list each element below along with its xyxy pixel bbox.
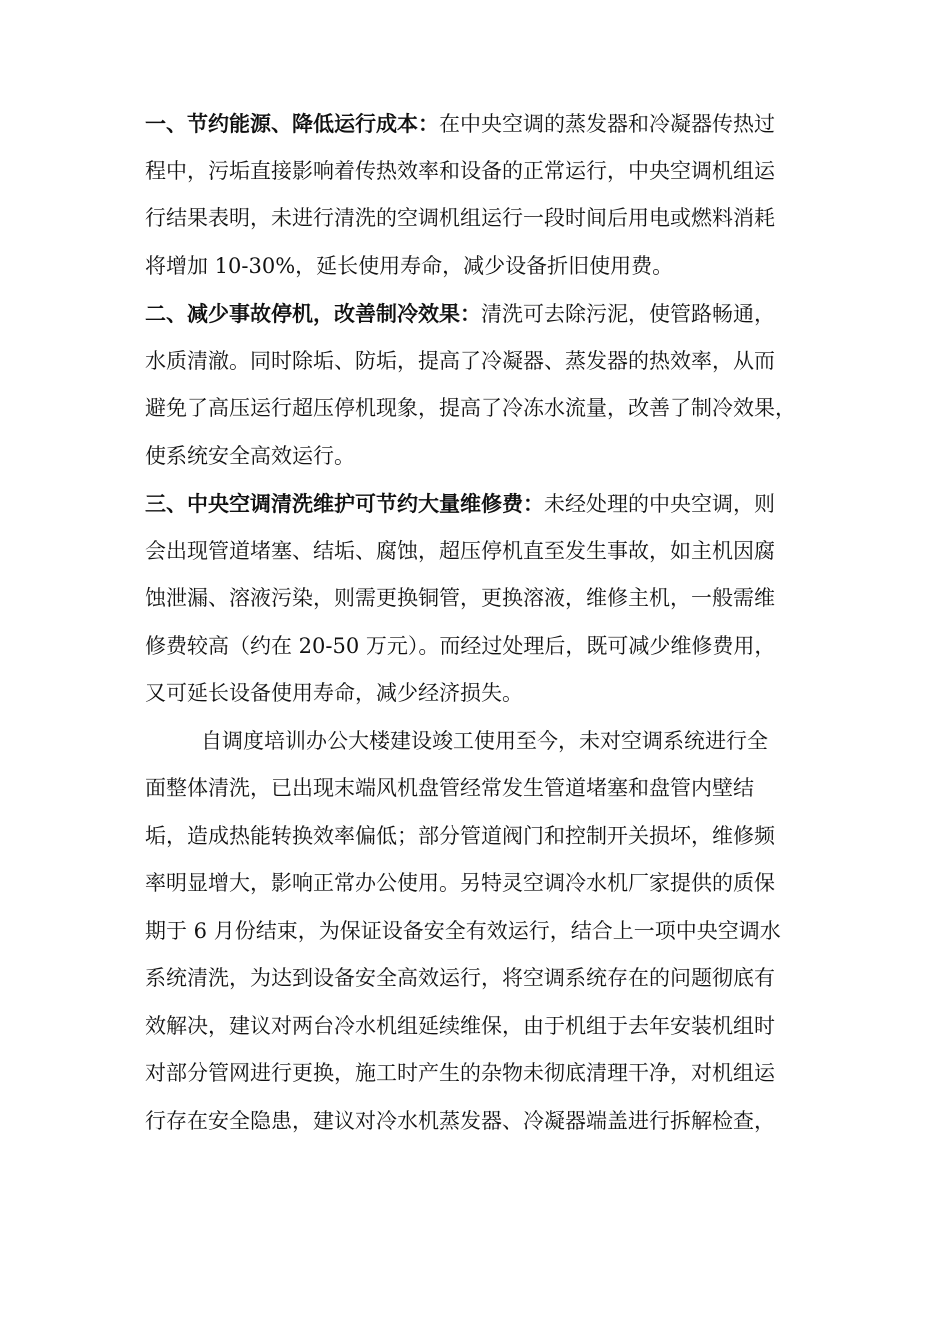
section-3-text: 未经处理的中央空调，则 — [544, 492, 775, 516]
paragraph-line-3: 垢，造成热能转换效率偏低；部分管道阀门和控制开关损坏，维修频 — [145, 823, 775, 848]
section-3-line-5: 又可延长设备使用寿命，减少经济损失。 — [145, 681, 523, 705]
section-1-text: 在中央空调的蒸发器和冷凝器传热过 — [439, 112, 775, 136]
section-2-line-4: 使系统安全高效运行。 — [145, 443, 355, 468]
section-3-line-3: 蚀泄漏、溶液污染，则需更换铜管，更换溶液，维修主机，一般需维 — [145, 586, 775, 610]
paragraph-line-6: 系统清洗，为达到设备安全高效运行，将空调系统存在的问题彻底有 — [145, 966, 775, 990]
section-2-text: 清洗可去除污泥，使管路畅通， — [481, 302, 775, 326]
paragraph-line-1: 自调度培训办公大楼建设竣工使用至今，未对空调系统进行全 — [201, 728, 768, 753]
section-1-heading: 一、节约能源、降低运行成本： — [145, 111, 439, 136]
section-3-line-4: 修费较高（约在 20-50 万元）。而经过处理后，既可减少维修费用， — [145, 633, 776, 658]
paragraph-line-7: 效解决，建议对两台冷水机组延续维保，由于机组于去年安装机组时 — [145, 1013, 775, 1038]
section-2-line-2: 水质清澈。同时除垢、防垢，提高了冷凝器、蒸发器的热效率，从而 — [145, 348, 775, 373]
paragraph-line-4: 率明显增大，影响正常办公使用。另特灵空调冷水机厂家提供的质保 — [145, 871, 775, 895]
section-2-heading: 二、减少事故停机，改善制冷效果： — [145, 301, 481, 326]
section-1-line-4: 将增加 10-30%，延长使用寿命，减少设备折旧使用费。 — [145, 253, 674, 278]
section-1-line-1 — [145, 100, 817, 148]
paragraph-line-2: 面整体清洗，已出现末端风机盘管经常发生管道堵塞和盘管内壁结 — [145, 776, 754, 800]
section-3-line-1 — [145, 480, 817, 528]
document-body — [145, 100, 817, 1145]
section-2-line-1 — [145, 290, 817, 338]
paragraph-line-8: 对部分管网进行更换，施工时产生的杂物未彻底清理干净，对机组运 — [145, 1061, 775, 1085]
section-3-line-2: 会出现管道堵塞、结垢、腐蚀，超压停机直至发生事故，如主机因腐 — [145, 538, 775, 563]
section-1-line-3: 行结果表明，未进行清洗的空调机组运行一段时间后用电或燃料消耗 — [145, 206, 775, 230]
paragraph-line-5: 期于 6 月份结束，为保证设备安全有效运行，结合上一项中央空调水 — [145, 918, 781, 943]
section-1-line-2: 程中，污垢直接影响着传热效率和设备的正常运行，中央空调机组运 — [145, 158, 775, 183]
section-3-heading: 三、中央空调清洗维护可节约大量维修费： — [145, 491, 544, 516]
paragraph-line-9: 行存在安全隐患，建议对冷水机蒸发器、冷凝器端盖进行拆解检查， — [145, 1108, 775, 1133]
section-2-line-3: 避免了高压运行超压停机现象，提高了冷冻水流量，改善了制冷效果， — [145, 396, 796, 420]
